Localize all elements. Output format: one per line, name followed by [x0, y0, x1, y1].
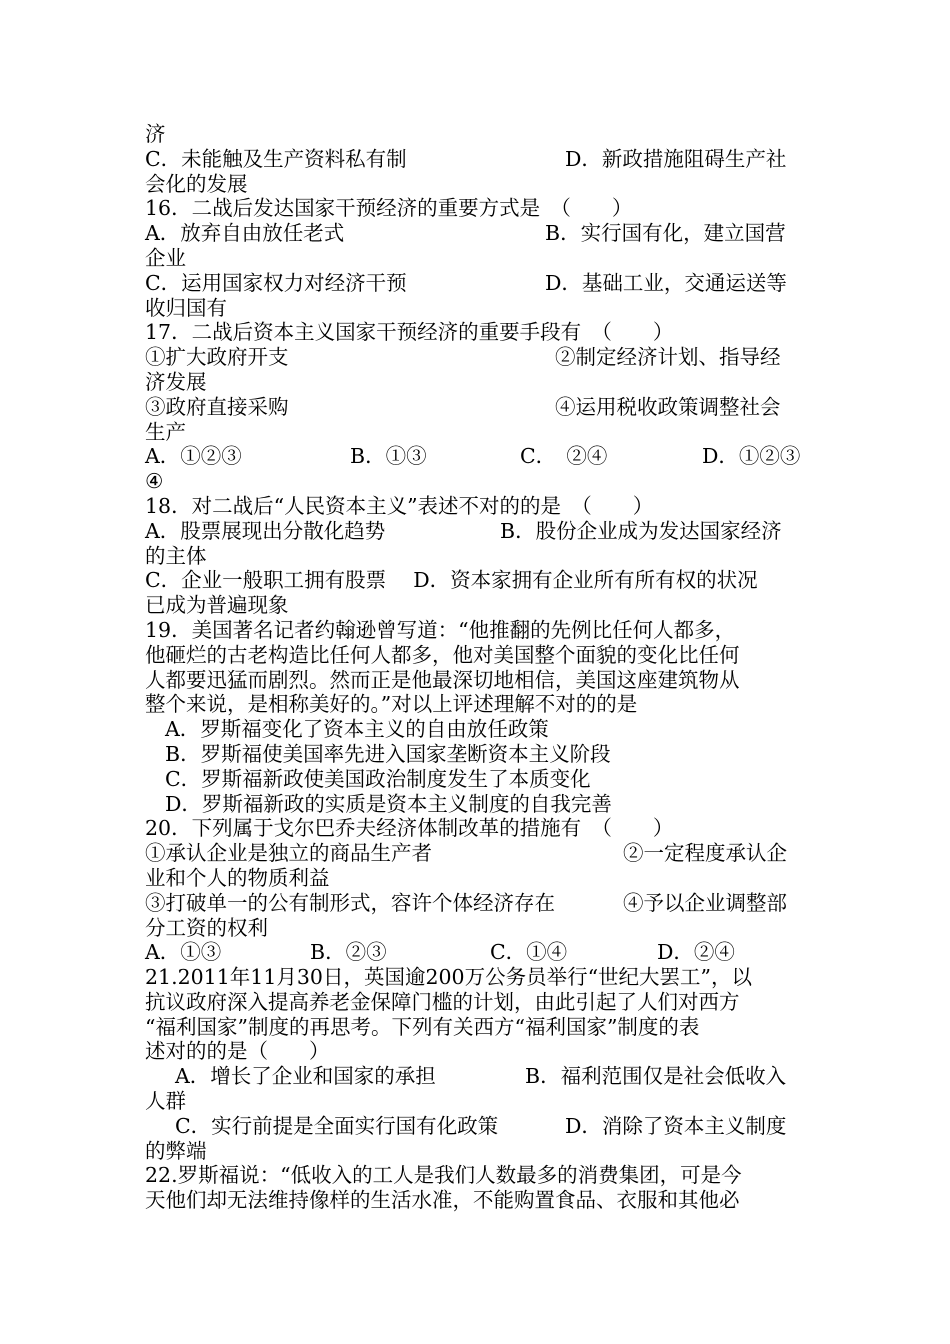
text-line [145, 1188, 810, 1213]
text-line [145, 1089, 810, 1114]
option-segment: D．①②③ [702, 444, 801, 469]
text-line [145, 593, 810, 618]
option-segment: B．股份企业成为发达国家经济 [500, 518, 782, 543]
text-line [145, 841, 810, 866]
text-segment: 21.2011年11月30日，英国逾200万公务员举行“世纪大罢工”，以 [145, 965, 753, 990]
text-line [145, 742, 810, 767]
text-segment: 述对的的是（ ） [145, 1039, 330, 1064]
text-segment: 抗议政府深入提高养老金保障门槛的计划，由此引起了人们对西方 [145, 989, 740, 1014]
text-line [145, 345, 810, 370]
text-line [145, 122, 810, 147]
text-segment: 他砸烂的古老构造比任何人都多，他对美国整个面貌的变化比任何 [145, 642, 740, 667]
text-segment: 16．二战后发达国家干预经济的重要方式是 （ ） [145, 196, 633, 221]
text-segment: 已成为普遍现象 [145, 593, 289, 618]
option-segment: ④予以企业调整部 [623, 890, 787, 915]
document-page [145, 122, 810, 1213]
text-line [145, 196, 810, 221]
text-segment: B．罗斯福使美国率先进入国家垄断资本主义阶段 [165, 741, 611, 766]
text-line [145, 618, 810, 643]
option-segment: D．基础工业，交通运送等 [545, 270, 787, 295]
text-line [145, 668, 810, 693]
text-line [145, 568, 810, 593]
text-line [145, 147, 810, 172]
text-segment: 济发展 [145, 369, 207, 394]
text-segment: 20．下列属于戈尔巴乔夫经济体制改革的措施有 （ ） [145, 816, 674, 841]
text-line [145, 916, 810, 941]
option-segment: C．①④ [490, 940, 568, 965]
text-line [145, 965, 810, 990]
text-segment: 的主体 [145, 543, 207, 568]
text-line [145, 221, 810, 246]
text-line [145, 395, 810, 420]
text-segment: “福利国家”制度的再思考。下列有关西方“福利国家”制度的表 [145, 1014, 700, 1039]
text-segment: C．罗斯福新政使美国政治制度发生了本质变化 [165, 766, 591, 791]
text-segment: 19．美国著名记者约翰逊曾写道：“他推翻的先例比任何人都多， [145, 617, 736, 642]
text-segment: ③打破单一的公有制形式，容许个体经济存在 [145, 890, 555, 915]
text-segment: 天他们却无法维持像样的生活水准，不能购置食品、衣服和其他必 [145, 1188, 740, 1213]
option-segment: D．消除了资本主义制度 [565, 1113, 787, 1138]
text-segment: 分工资的权利 [145, 915, 268, 940]
text-line [145, 1163, 810, 1188]
text-segment: ③政府直接采购 [145, 394, 289, 419]
text-line [145, 544, 810, 569]
text-line [145, 172, 810, 197]
text-line [145, 692, 810, 717]
option-segment: D．新政措施阻碍生产社 [565, 146, 787, 171]
text-line [145, 370, 810, 395]
text-line [145, 444, 810, 469]
text-line [145, 1064, 810, 1089]
text-segment: A．①②③ [145, 444, 242, 469]
option-segment: ②一定程度承认企 [623, 841, 787, 866]
text-segment: 22.罗斯福说：“低收入的工人是我们人数最多的消费集团，可是今 [145, 1163, 742, 1188]
text-segment: 17．二战后资本主义国家干预经济的重要手段有 （ ） [145, 320, 674, 345]
text-segment: 人都要迅猛而剧烈。然而正是他最深切地相信，美国这座建筑物从 [145, 667, 740, 692]
text-segment: 人群 [145, 1089, 186, 1114]
text-line [145, 1039, 810, 1064]
text-line [145, 469, 810, 494]
text-segment: 生产 [145, 419, 186, 444]
text-segment: C．企业一般职工拥有股票 D．资本家拥有企业所有所有权的状况 [145, 568, 758, 593]
text-line [145, 816, 810, 841]
text-segment: 收归国有 [145, 295, 227, 320]
option-segment: C． ②④ [520, 444, 608, 469]
text-line [145, 1114, 810, 1139]
text-line [145, 296, 810, 321]
text-line [145, 891, 810, 916]
text-line [145, 1139, 810, 1164]
text-segment: C．未能触及生产资料私有制 [145, 146, 407, 171]
text-line [145, 246, 810, 271]
text-line [145, 717, 810, 742]
text-segment: A．①③ [145, 940, 222, 965]
text-segment: 会化的发展 [145, 171, 248, 196]
option-segment: ④运用税收政策调整社会 [555, 394, 781, 419]
text-segment: ①承认企业是独立的商品生产者 [145, 841, 432, 866]
text-line [145, 866, 810, 891]
text-line [145, 643, 810, 668]
text-segment: A．罗斯福变化了资本主义的自由放任政策 [165, 717, 549, 742]
text-line [145, 990, 810, 1015]
text-segment: 业和个人的物质利益 [145, 865, 330, 890]
option-segment: D．②④ [657, 940, 735, 965]
text-segment: ④ [145, 469, 164, 494]
option-segment: ②制定经济计划、指导经 [555, 345, 781, 370]
text-segment: A．放弃自由放任老式 [145, 221, 345, 246]
option-segment: B．①③ [350, 444, 427, 469]
text-line [145, 792, 810, 817]
text-line [145, 494, 810, 519]
text-segment: ①扩大政府开支 [145, 345, 289, 370]
text-line [145, 940, 810, 965]
text-segment: 济 [145, 122, 166, 146]
text-segment: A．增长了企业和国家的承担 [175, 1064, 436, 1089]
option-segment: B．②③ [310, 940, 387, 965]
text-line [145, 320, 810, 345]
text-segment: 整个来说，是相称美好的。”对以上评述理解不对的的是 [145, 692, 638, 717]
text-segment: A．股票展现出分散化趋势 [145, 518, 386, 543]
text-line [145, 767, 810, 792]
text-segment: 18．对二战后“人民资本主义”表述不对的的是 （ ） [145, 493, 654, 518]
text-segment: D．罗斯福新政的实质是资本主义制度的自我完善 [165, 791, 612, 816]
text-segment: C．运用国家权力对经济干预 [145, 270, 407, 295]
text-line [145, 519, 810, 544]
text-segment: 企业 [145, 245, 186, 270]
text-line [145, 1015, 810, 1040]
text-segment: 的弊端 [145, 1138, 207, 1163]
option-segment: B．福利范围仅是社会低收入 [525, 1064, 787, 1089]
text-line [145, 271, 810, 296]
option-segment: B．实行国有化，建立国营 [545, 221, 786, 246]
text-segment: C．实行前提是全面实行国有化政策 [175, 1113, 499, 1138]
text-line [145, 420, 810, 445]
